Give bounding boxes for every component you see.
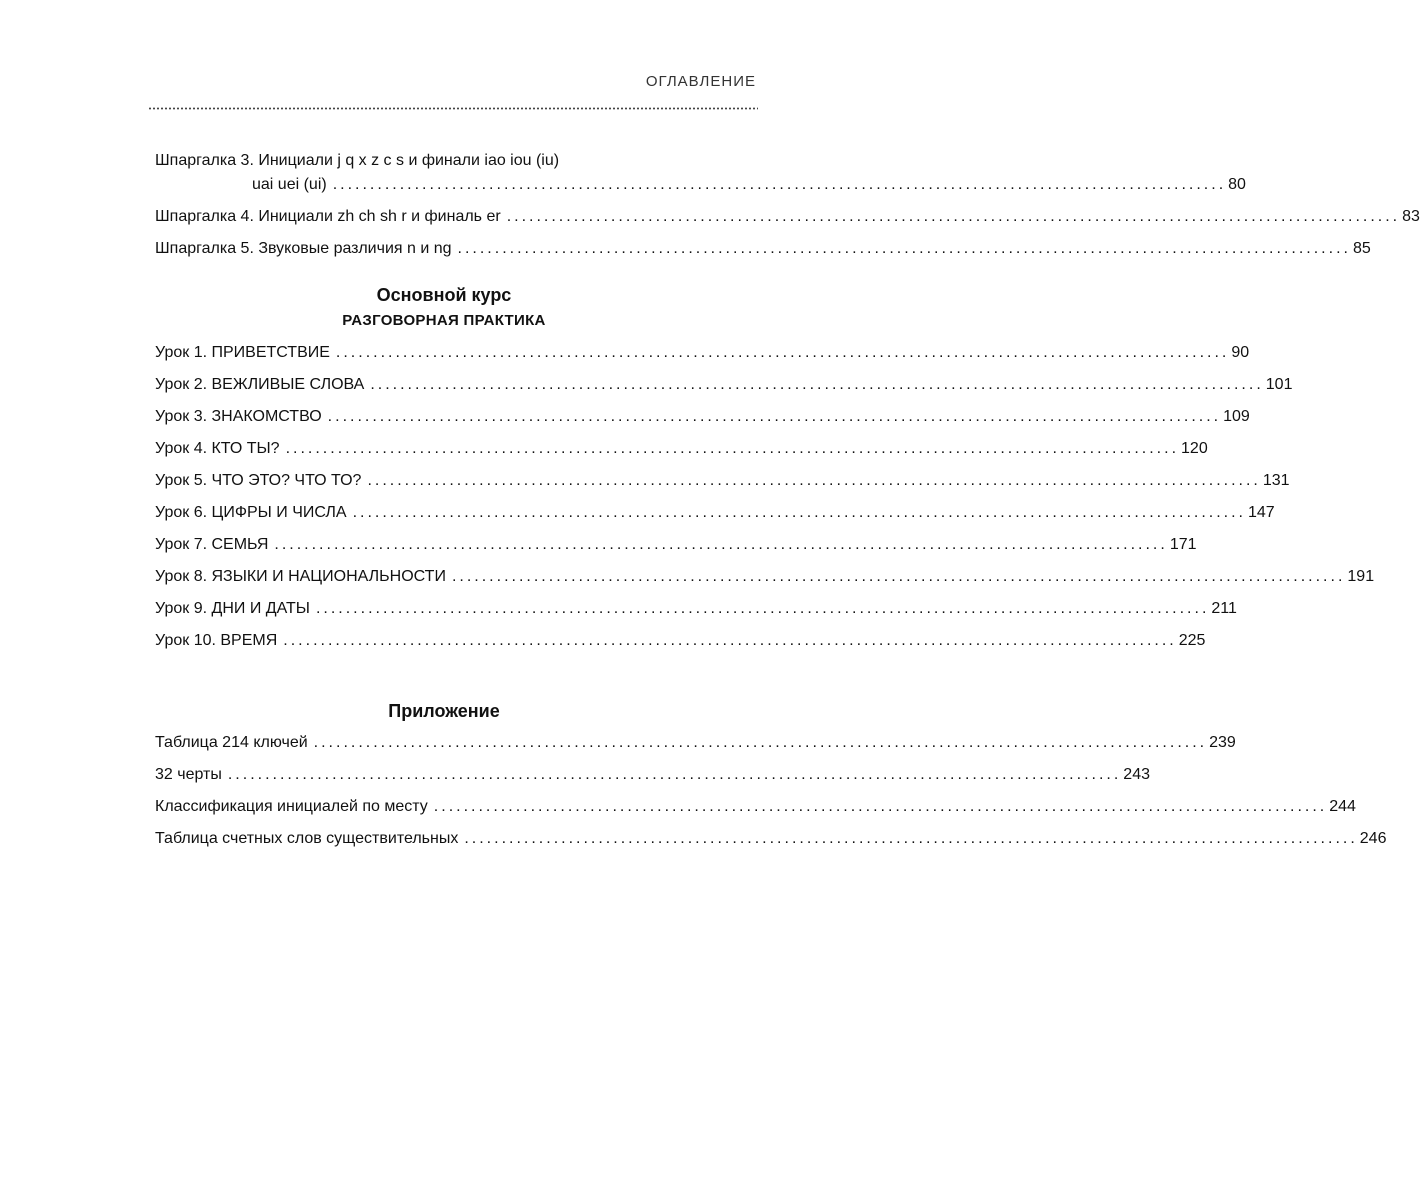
dot-leader: ........................................................................................................................ — [285, 440, 1180, 457]
dot-leader: ........................................................................................................................ — [451, 568, 1346, 585]
toc-entry-page: 211 — [1211, 600, 1237, 617]
dot-leader: ........................................................................................................................ — [274, 536, 1168, 553]
toc-entry-title: Урок 7. СЕМЬЯ — [155, 536, 269, 553]
toc-entry-page: 246 — [1359, 830, 1387, 847]
dotted-rule — [148, 107, 758, 110]
toc-entry-cheatsheet-5[interactable] — [155, 238, 1371, 260]
table-of-contents — [155, 150, 1420, 860]
dot-leader: ........................................................................................................................ — [352, 504, 1246, 521]
toc-entry-page: 239 — [1209, 734, 1236, 751]
toc-entry-appendix-2[interactable] — [155, 764, 1150, 786]
toc-entry-appendix-4[interactable] — [155, 828, 1387, 850]
toc-entry-page: 225 — [1178, 632, 1206, 649]
toc-entry-lesson-8[interactable] — [155, 566, 1375, 588]
section-heading-appendix: Приложение — [388, 701, 500, 721]
toc-entry-page: 131 — [1262, 472, 1290, 489]
toc-entry-lesson-1[interactable] — [155, 342, 1250, 364]
toc-entry-title: Урок 3. ЗНАКОМСТВО — [155, 408, 322, 425]
running-head: ОГЛАВЛЕНИЕ — [645, 73, 756, 90]
toc-entry-page: 80 — [1228, 176, 1246, 193]
toc-entry-lesson-7[interactable] — [155, 534, 1197, 556]
toc-entry-page: 243 — [1123, 766, 1150, 783]
toc-entry-page: 147 — [1248, 504, 1275, 521]
toc-entry-appendix-3[interactable] — [155, 796, 1356, 818]
toc-entry-title: Шпаргалка 4. Инициали zh ch sh r и финаль er — [155, 208, 501, 225]
toc-entry-title: Урок 8. ЯЗЫКИ И НАЦИОНАЛЬНОСТИ — [155, 568, 446, 585]
toc-entry-title: Урок 1. ПРИВЕТСТВИЕ — [155, 344, 330, 361]
toc-entry-page: 109 — [1223, 408, 1250, 425]
toc-entry-page: 120 — [1181, 440, 1208, 457]
toc-entry-page: 244 — [1329, 798, 1356, 815]
dot-leader: ........................................................................................................................ — [457, 240, 1351, 257]
toc-entry-page: 85 — [1352, 240, 1371, 257]
toc-entry-lesson-9[interactable] — [155, 598, 1237, 620]
toc-entry-appendix-1[interactable] — [155, 732, 1236, 754]
toc-entry-title: Шпаргалка 5. Звуковые различия n и ng — [155, 240, 452, 257]
dot-leader: ........................................................................................................................ — [315, 600, 1210, 617]
dot-leader: ........................................................................................................................ — [464, 830, 1358, 847]
dot-leader: ........................................................................................................................ — [367, 472, 1261, 489]
toc-entry-title: Таблица счетных слов существительных — [155, 830, 459, 847]
toc-entry-title: Урок 4. КТО ТЫ? — [155, 440, 280, 457]
dot-leader: ........................................................................................................................ — [433, 798, 1328, 815]
section-heading-main-course: Основной курс — [376, 285, 512, 305]
toc-entry-lesson-5[interactable] — [155, 470, 1290, 492]
dot-leader: ........................................................................................................................ — [313, 734, 1208, 751]
toc-entry-page: 90 — [1231, 344, 1250, 361]
dot-leader: ........................................................................................................................ — [227, 766, 1122, 783]
dot-leader: ........................................................................................................................ — [332, 176, 1227, 193]
toc-entry-title: Урок 9. ДНИ И ДАТЫ — [155, 600, 310, 617]
section-subheading: РАЗГОВОРНАЯ ПРАКТИКА — [342, 312, 546, 329]
toc-entry-title: Урок 6. ЦИФРЫ И ЧИСЛА — [155, 504, 347, 521]
dot-leader: ........................................................................................................................ — [283, 632, 1177, 649]
toc-entry-title: Урок 10. ВРЕМЯ — [155, 632, 278, 649]
dot-leader: ........................................................................................................................ — [370, 376, 1264, 393]
toc-entry-lesson-4[interactable] — [155, 438, 1208, 460]
toc-entry-page: 83 — [1402, 208, 1420, 225]
dot-leader: ........................................................................................................................ — [506, 208, 1401, 225]
toc-entry-title: 32 черты — [155, 766, 222, 783]
dot-leader: ........................................................................................................................ — [327, 408, 1222, 425]
toc-entry-lesson-6[interactable] — [155, 502, 1275, 524]
toc-entry-lesson-10[interactable] — [155, 630, 1206, 652]
toc-entry-title: Урок 5. ЧТО ЭТО? ЧТО ТО? — [155, 472, 362, 489]
toc-entry-title: uai uei (ui) — [252, 176, 327, 193]
toc-entry-title: Классификация инициалей по месту — [155, 798, 428, 815]
toc-entry-lesson-3[interactable] — [155, 406, 1250, 428]
toc-entry-page: 171 — [1169, 536, 1197, 553]
dot-leader: ........................................................................................................................ — [335, 344, 1230, 361]
toc-entry-title: Урок 2. ВЕЖЛИВЫЕ СЛОВА — [155, 376, 365, 393]
toc-entry-title-line1: Шпаргалка 3. Инициали j q x z c s и финали iao iou (iu) — [155, 152, 560, 169]
toc-entry-page: 191 — [1347, 568, 1375, 585]
toc-entry-page: 101 — [1265, 376, 1293, 393]
toc-entry-title: Таблица 214 ключей — [155, 734, 308, 751]
toc-entry-lesson-2[interactable] — [155, 374, 1293, 396]
toc-entry-cheatsheet-3[interactable] — [155, 150, 1246, 196]
toc-entry-cheatsheet-4[interactable] — [155, 206, 1420, 228]
